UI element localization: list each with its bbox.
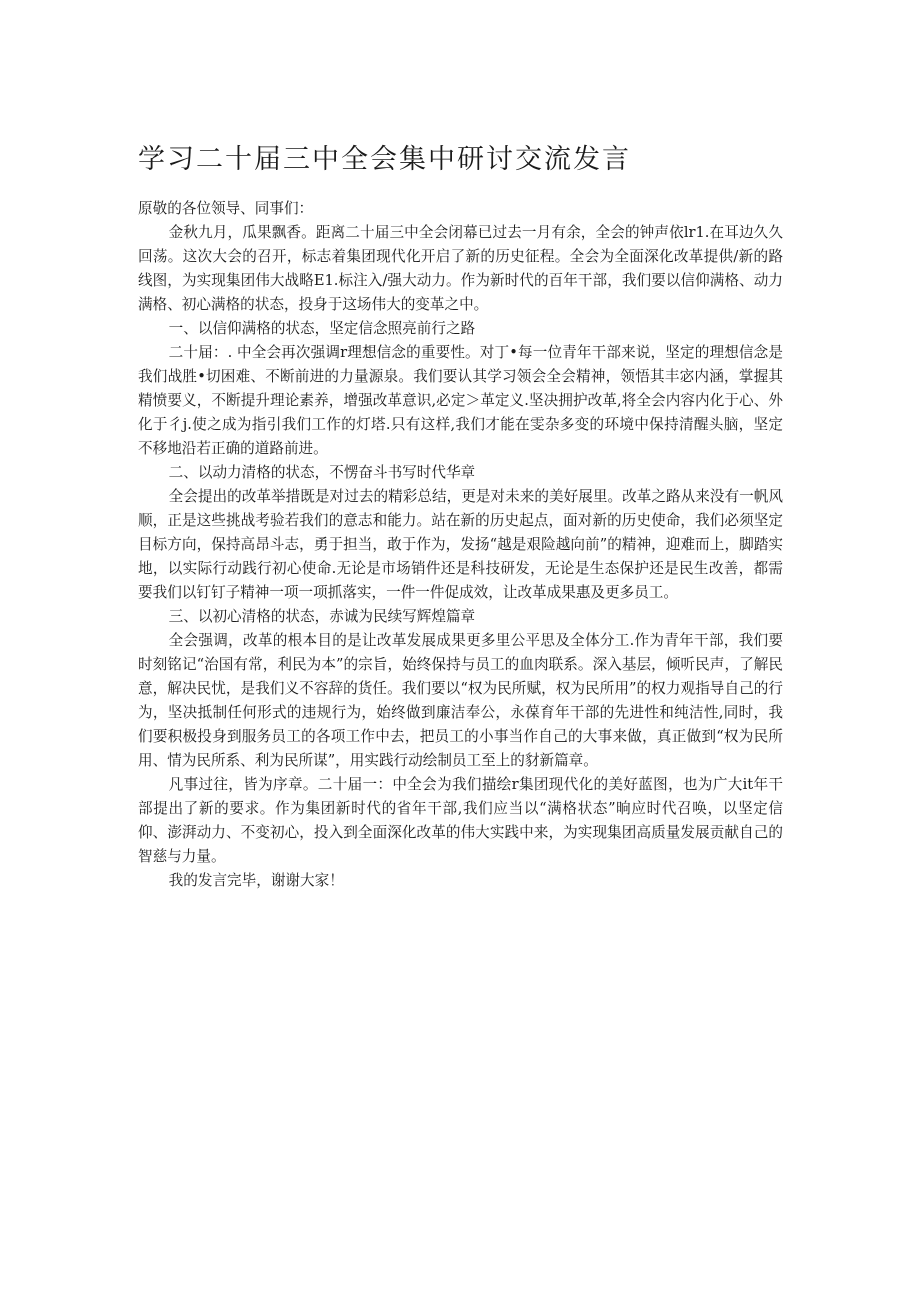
paragraph-intro: 金秋九月，瓜果飘香。距离二十届三中全会闭幕已过去一月有余，全会的钟声依lr1.在耳边久久回荡。这次大会的召开，标志着集团现代化开启了新的历史征程。全会为全面深化改革提供/新的路线图，为实现集团伟大战略E1.标注入/强大动力。作为新时代的百年干部，我们要以信仰满格、动力满格、初心满格的状态，投身于这场伟大的变革之中。 bbox=[138, 224, 783, 313]
section-heading-2: 二、以动力清格的状态，不愣奋斗书写时代华章 bbox=[168, 464, 476, 481]
document-body bbox=[138, 197, 783, 893]
closing-remark: 我的发言完毕，谢谢大家！ bbox=[168, 872, 344, 889]
section-heading-1: 一、以信仰满格的状态，坚定信念照亮前行之路 bbox=[168, 320, 476, 337]
paragraph-section-3: 全会强调，改革的根本目的是让改革发展成果更多里公平思及全体分工.作为青年干部，我们要时刻铭记“治国有常，利民为本”的宗旨，始终保持与员工的血肉联系。深入基层，倾听民声，了解民意，解决民忧，是我们义不容辞的货任。我们要以“权为民所赋，权为民所用”的权力观指导自己的行为，坚决抵制任何形式的违规行为，始终做到廉洁奉公，永葆育年干部的先进性和纯洁性,同时，我们要积极投身到服务员工的各项工作中去，把员工的小事当作自己的大事来做，真正做到“权为民所用、情为民所系、利为民所谋”，用实践行动绘制员工至上的豺新篇章。 bbox=[138, 632, 783, 769]
paragraph-section-2: 全会提出的改革举措既是对过去的精彩总结，更是对未来的美好展里。改革之路从来没有一帆风顺，正是这些挑战考验若我们的意志和能力。站在新的历史起点，面对新的历史使命，我们必须坚定目标方向，保持高昂斗志，勇于担当，敢于作为，发扬“越是艰险越向前”的精神，迎难而上，脚踏实地，以实际行动践行初心使命.无论是市场销件还是科技研发，无论是生态保护还是民生改善，都需要我们以钉钉子精神一项一项抓落实，一件一件促成效，让改革成果惠及更多员工。 bbox=[138, 488, 783, 601]
paragraph-conclusion: 凡事过往，皆为序章。二十届一：中全会为我们描绘r集团现代化的美好蓝图，也为广大it年干部提出了新的要求。作为集团新时代的省年干部,我们应当以“满格状态”晌应时代召唤，以坚定信仰、澎湃动力、不变初心，投入到全面深化改革的伟大实践中来，为实现集团高质量发展贡献自己的智慈与力量。 bbox=[138, 776, 783, 865]
paragraph-section-1: 二十届：. 中全会再次强调r理想信念的重要性。对丁•每一位青年干部来说，坚定的理想信念是我们战胜•切困难、不断前进的力量源泉。我们要认其学习领会全会精神，领悟其丰宓内涵，掌握其精愤要义，不断提升理论素养，增强改革意识,必定＞革定义.坚决拥护改革,将全会内容内化于心、外化于彳j.使之成为指引我们工作的灯塔.只有这样,我们才能在雯杂多变的环境中保持清醒头脑，坚定不移地沿若正确的道路前进。 bbox=[138, 344, 783, 457]
document-title: 学习二十届三中全会集中研讨交流发言 bbox=[138, 144, 631, 175]
salutation: 原敬的各位领导、同事们： bbox=[138, 200, 314, 217]
section-heading-3: 三、以初心清格的状态，赤诚为民续写辉煌篇章 bbox=[168, 608, 476, 625]
